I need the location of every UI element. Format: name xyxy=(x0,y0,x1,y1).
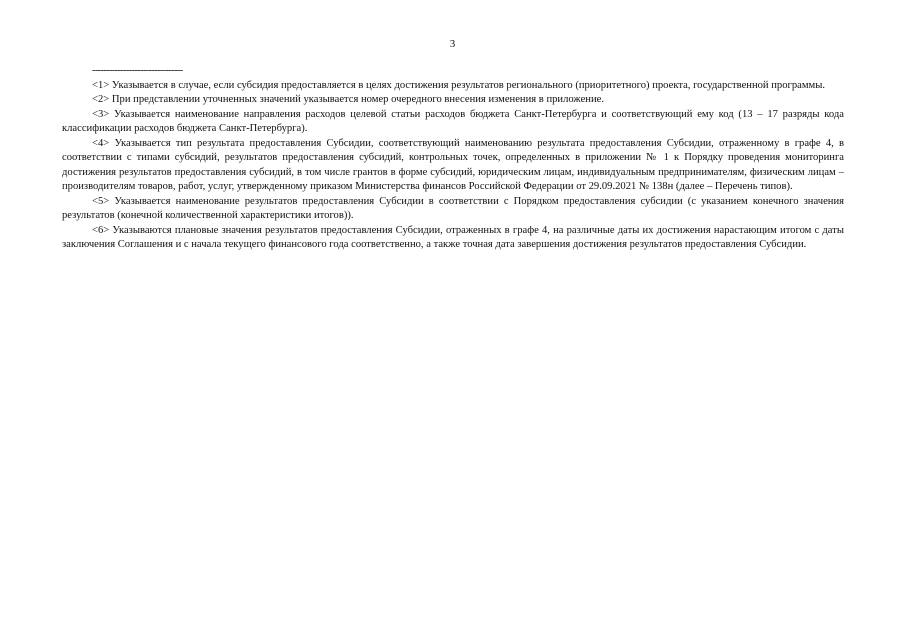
footnote-4: <4> Указывается тип результата предоставления Субсидии, соответствующий наименованию результата предоставления Субсидии, отраженному в графе 4, в соответствии с типами субсидий, результатов предоставления субсидий, контрольных точек, определенных в приложении № 1 к Порядку проведения мониторинга достижения результатов предоставления субсидий, в том числе грантов в форме субсидий, юридическим лицам, индивидуальным предпринимателям, физическим лицам – производителям товаров, работ, услуг, утвержденному приказом Министерства финансов Российской Федерации от 29.09.2021 № 138н (далее – Перечень типов). xyxy=(62,137,844,192)
page-number: 3 xyxy=(449,38,456,50)
footnote-2: <2> При представлении уточненных значений указывается номер очередного внесения изменения в приложение. xyxy=(92,94,604,105)
footnote-1: <1> Указывается в случае, если субсидия предоставляется в целях достижения результатов регионального (приоритетного) проекта, государственной программы. xyxy=(92,79,826,91)
footnotes-section xyxy=(62,64,844,253)
footnote-5: <5> Указывается наименование результатов предоставления Субсидии в соответствии с Порядком предоставления субсидии (с указанием конечного значения результатов (конечной количественной характеристики итогов)). xyxy=(62,195,844,221)
footnote-3: <3> Указывается наименование направления расходов целевой статьи расходов бюджета Санкт-Петербурга и соответствующий ему код (13 – 17 разряды кода классификации расходов бюджета Санкт-Петербурга). xyxy=(62,108,844,134)
footnote-6: <6> Указываются плановые значения результатов предоставления Субсидии, отраженных в графе 4, на различные даты их достижения нарастающим итогом с даты заключения Соглашения и с начала текущего финансового года соответственно, а также точная дата завершения достижения результатов предоставления Субсидии. xyxy=(62,224,844,250)
footnote-separator: -------------------------------- xyxy=(92,65,183,76)
